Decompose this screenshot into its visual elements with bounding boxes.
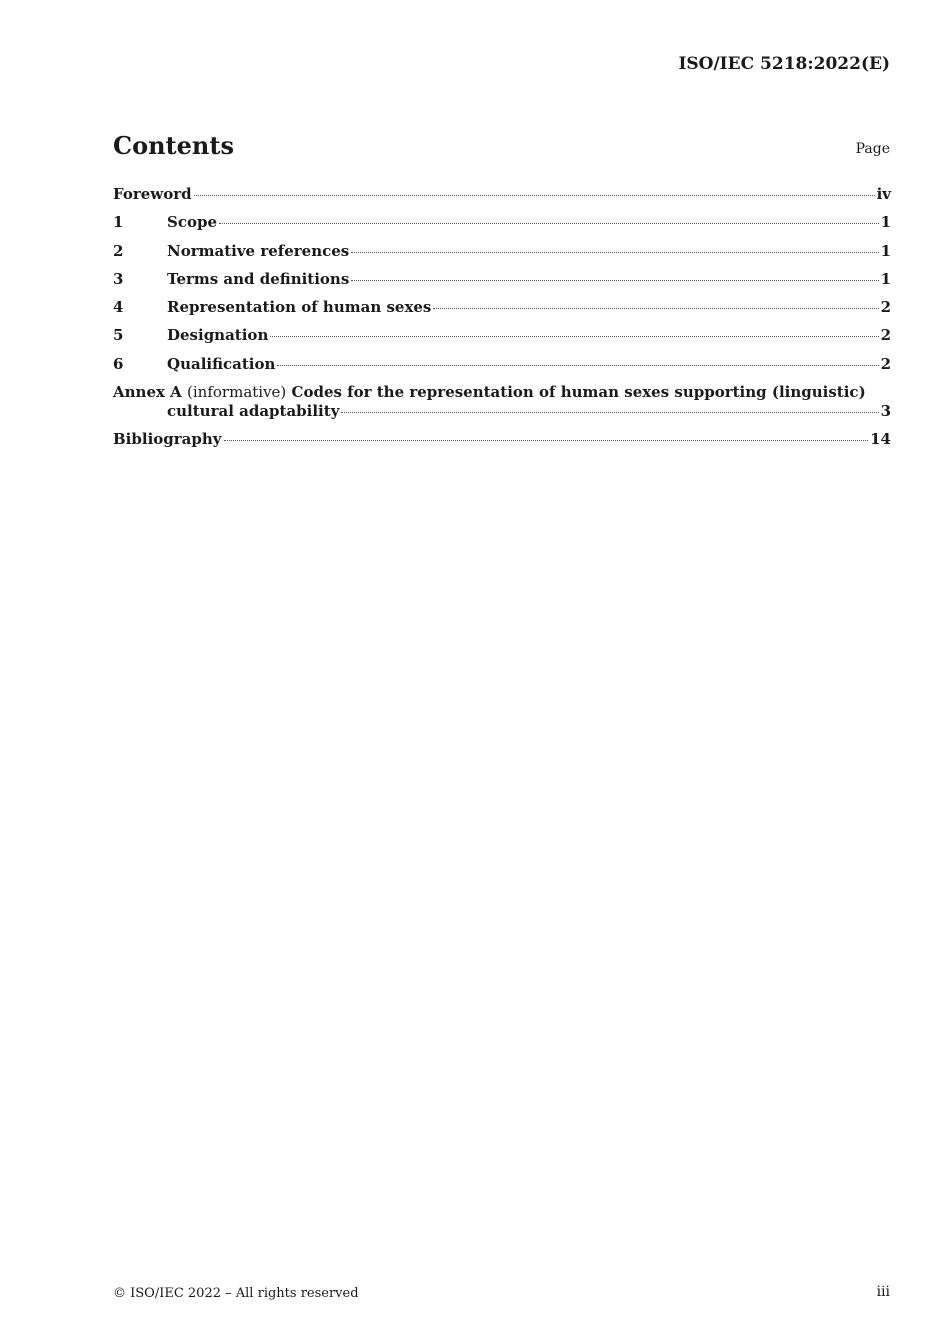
toc-entry-representation-of-human-sexes[interactable] xyxy=(113,298,891,317)
toc-page-number: 1 xyxy=(880,241,891,260)
toc-clause-number: 4 xyxy=(113,298,124,317)
toc-label: Scope xyxy=(167,213,218,232)
toc-label: Normative references xyxy=(167,241,350,260)
toc-clause-number: 1 xyxy=(113,213,124,232)
annex-prefix: Annex A xyxy=(113,383,182,402)
dot-leader xyxy=(433,308,878,309)
copyright-notice: © ISO/IEC 2022 – All rights reserved xyxy=(113,1286,359,1301)
toc-clause-number: 2 xyxy=(113,241,124,260)
dot-leader xyxy=(351,280,878,281)
toc-label: Terms and definitions xyxy=(167,269,350,288)
toc-label: Bibliography xyxy=(113,430,222,449)
annex-heading-line xyxy=(113,383,891,402)
toc-entry-foreword[interactable] xyxy=(113,185,891,204)
toc-page-number: 1 xyxy=(880,213,891,232)
toc-clause-number: 3 xyxy=(113,269,124,288)
annex-qualifier: (informative) xyxy=(187,383,287,402)
toc-entry-bibliography[interactable] xyxy=(113,430,891,449)
toc-entry-terms-and-definitions[interactable] xyxy=(113,270,891,289)
dot-leader xyxy=(219,223,879,224)
dot-leader xyxy=(277,365,878,366)
toc-entry-designation[interactable] xyxy=(113,326,891,345)
toc-entry-qualification[interactable] xyxy=(113,355,891,374)
toc-label: Representation of human sexes xyxy=(167,298,432,317)
page-column-label: Page xyxy=(855,141,890,157)
annex-title-line1: Codes for the representation of human sexes supporting (linguistic) xyxy=(291,383,866,402)
toc-entry-annex-a[interactable] xyxy=(113,383,891,421)
dot-leader xyxy=(224,440,869,441)
toc-page-number: 14 xyxy=(870,430,891,449)
annex-title-continuation xyxy=(113,402,891,421)
dot-leader xyxy=(341,412,878,413)
toc-page-number: 1 xyxy=(880,269,891,288)
toc-label: Foreword xyxy=(113,185,192,203)
contents-title: Contents xyxy=(113,131,234,160)
toc-clause-number: 6 xyxy=(113,354,124,373)
toc-page-number: 2 xyxy=(880,326,891,345)
toc-label: Qualification xyxy=(167,354,276,373)
dot-leader xyxy=(351,252,878,253)
annex-title-line2: cultural adaptability xyxy=(167,402,340,421)
toc-page-number: iv xyxy=(876,185,891,203)
toc-entry-scope[interactable] xyxy=(113,213,891,232)
toc-page-number: 2 xyxy=(880,354,891,373)
page-number: iii xyxy=(876,1284,890,1300)
table-of-contents xyxy=(113,185,891,459)
toc-label: Designation xyxy=(167,326,269,345)
toc-page-number: 2 xyxy=(880,298,891,317)
toc-page-number: 3 xyxy=(880,402,891,421)
toc-entry-normative-references[interactable] xyxy=(113,242,891,261)
toc-clause-number: 5 xyxy=(113,326,124,345)
document-id: ISO/IEC 5218:2022(E) xyxy=(678,54,890,74)
dot-leader xyxy=(270,336,878,337)
dot-leader xyxy=(194,195,875,196)
